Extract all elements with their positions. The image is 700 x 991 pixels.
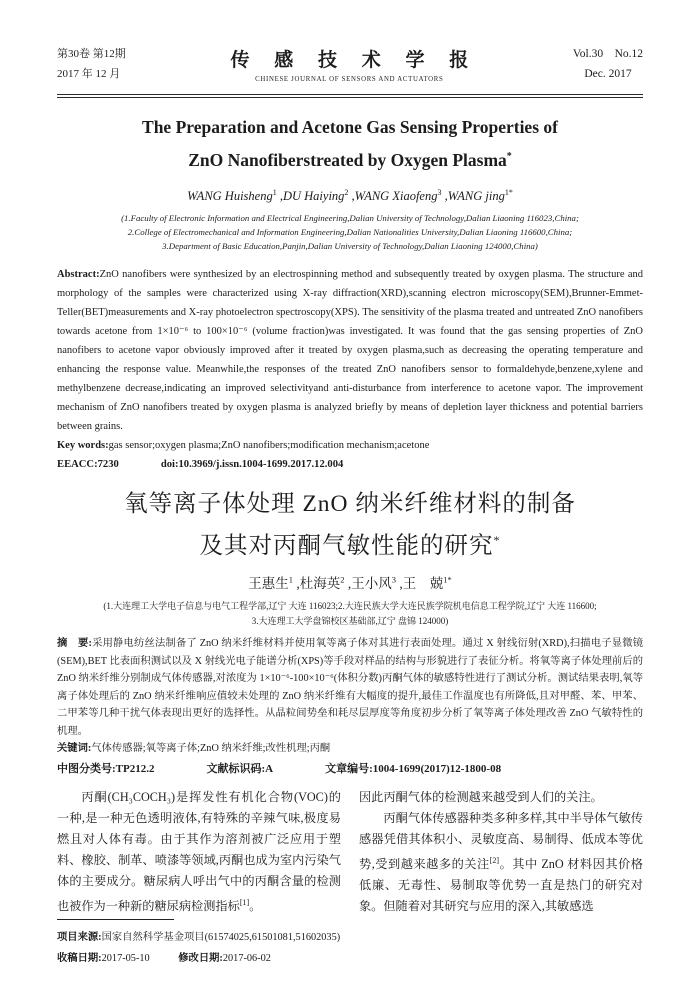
citation-1: [1] bbox=[239, 897, 250, 907]
eeacc-doi-line bbox=[57, 455, 643, 474]
abstract-en-label: Abstract: bbox=[57, 268, 100, 280]
journal-header bbox=[57, 40, 643, 88]
paper-title-en-line2: ZnO Nanofiberstreated by Oxygen Plasma* bbox=[188, 149, 512, 170]
vol-no-block bbox=[573, 44, 643, 84]
article-id: 文章编号:1004-1699(2017)12-1800-08 bbox=[325, 762, 502, 775]
title-footnote-mark: * bbox=[506, 151, 512, 162]
paper-title-cn-line1: 氧等离子体处理 ZnO 纳米纤维材料的制备 bbox=[124, 490, 576, 517]
author-cn: ,杜海英$^2$ bbox=[296, 574, 345, 592]
revised-date: 修改日期:2017-06-02 bbox=[178, 952, 271, 964]
footnote-dates bbox=[57, 948, 643, 969]
vol-no-en: Vol.30 No.12 bbox=[572, 48, 643, 60]
footnote-fund: 项目来源:国家自然科学基金项目(61574025,61501081,51602035) bbox=[57, 931, 341, 943]
journal-title-block bbox=[126, 45, 573, 83]
body-right-column bbox=[359, 787, 643, 915]
affiliation-en-2: 2.College of Electromechanical and Information Engineering,Dalian Nationalities University,Dalian Liaoning 116600,China; bbox=[127, 226, 573, 237]
journal-title-cn: 传 感 技 术 学 报 bbox=[230, 50, 479, 71]
title-footnote-mark-cn: * bbox=[493, 532, 501, 547]
abstract-cn-text: 采用静电纺丝法制备了 ZnO 纳米纤维材料并使用氧等离子体对其进行表面处理。通过 X 射线衍射(XRD),扫描电子显微镜(SEM),BET 比表面积测试以及 X 射线光电子能谱分析(XPS)等手段对样品的结构与形貌进行了表征分析。将氧等离子体处理前后的 ZnO 纳米纤维分别制成气体传感器,对浓度为 1×10⁻⁶-100×10⁻⁶(体积分数)丙酮气体的敏感特性进行了测试分析。测试结果表明,氧等离子体处理后的 ZnO 纳米纤维响应值较未处理的 ZnO 纳米纤维有大幅度的提升,最佳工作温度也有所降低,且对甲醛、苯、甲苯、二甲苯等几种干扰气体表现出更好的选择性。从晶粒间势垒和耗尽层厚度等角度初步分析了氧等离子体处理改善 ZnO 气敏特性的机理。 bbox=[57, 638, 643, 737]
affiliation-cn-1: (1.大连理工大学电子信息与电气工程学部,辽宁 大连 116023;2.大连民族大学大连民族学院机电信息工程学院,辽宁 大连 116600; bbox=[103, 601, 597, 612]
abstract-cn-label: 摘 要: bbox=[57, 638, 92, 650]
document-code: 文献标识码:A bbox=[206, 762, 274, 775]
authors-cn bbox=[57, 570, 643, 595]
affiliations-en bbox=[57, 211, 643, 253]
affiliations-cn bbox=[57, 599, 643, 628]
paper-title-cn bbox=[57, 486, 643, 564]
abstract-cn bbox=[57, 635, 643, 740]
volume-issue-cn: 第30卷 第12期 bbox=[57, 48, 126, 60]
body-paragraph: 丙酮气体传感器种类多种多样,其中半导体气敏传感器凭借其体积小、灵敏度高、易制得、低成本等优势,受到越来越多的关注[2]。其中 ZnO 材料因其价格低廉、无毒性、易制取等优势一直是热门的研究对象。但随着对其研究与应用的深入,其敏感选 bbox=[359, 810, 643, 913]
author-en: ,WANG Xiaofeng$^3$ bbox=[351, 187, 442, 203]
body-left-column bbox=[57, 787, 341, 915]
paper-title-en bbox=[57, 113, 643, 175]
keywords-cn bbox=[57, 740, 643, 758]
affiliation-en-1: (1.Faculty of Electronic Information and Electrical Engineering,Dalian University of Technology,Dalian Liaoning 116023,China; bbox=[121, 212, 579, 223]
citation-2: [2] bbox=[489, 855, 500, 865]
keywords-en bbox=[57, 436, 643, 455]
eeacc-label: EEACC: bbox=[57, 458, 98, 470]
authors-en bbox=[57, 184, 643, 205]
abstract-en bbox=[57, 265, 643, 436]
keywords-cn-label: 关键词: bbox=[57, 743, 92, 755]
footnote-divider bbox=[57, 919, 174, 920]
footnote bbox=[57, 919, 643, 969]
affiliation-cn-2: 3.大连理工大学盘锦校区基础部,辽宁 盘锦 124000) bbox=[251, 615, 449, 626]
paper-title-en-line1: The Preparation and Acetone Gas Sensing Properties of bbox=[142, 117, 558, 137]
date-en: Dec. 2017 bbox=[584, 68, 632, 80]
body-paragraph: 丙酮(CH₃COCH₃)是挥发性有机化合物(VOC)的一种,是一种无色透明液体,有特殊的辛辣气味,极度易燃且对人体有毒。由于其作为溶剂被广泛应用于塑料、橡胶、制革、喷漆等领域,丙酮也成为室内污染气体的主要成分。糖尿病人呼出气中的丙酮含量的检测也被作为一种新的糖尿病检测指标[1]。 bbox=[57, 789, 341, 913]
author-cn: ,王 兢$^{1*}$ bbox=[399, 574, 452, 592]
received-date: 收稿日期:2017-05-10 bbox=[57, 952, 150, 964]
body-columns bbox=[57, 787, 643, 915]
doi: doi:10.3969/j.issn.1004-1699.2017.12.004 bbox=[160, 458, 344, 470]
keywords-cn-text: 气体传感器;氧等离子体;ZnO 纳米纤维;改性机理;丙酮 bbox=[91, 743, 331, 755]
affiliation-en-3: 3.Department of Basic Education,Panjin,Dalian University of Technology,Dalian Liaoning 124000,China) bbox=[162, 240, 538, 251]
volume-issue-block bbox=[57, 44, 126, 84]
classification-line bbox=[57, 761, 643, 778]
author-en: ,DU Haiying$^2$ bbox=[279, 187, 349, 203]
clc-number: 中图分类号:TP212.2 bbox=[57, 762, 155, 775]
author-cn: ,王小风$^3$ bbox=[347, 574, 396, 592]
keywords-en-text: gas sensor;oxygen plasma;ZnO nanofibers;modification mechanism;acetone bbox=[108, 439, 430, 451]
author-en: ,WANG jing$^{1*}$ bbox=[444, 187, 513, 203]
eeacc-value: 7230 bbox=[97, 458, 119, 470]
author-cn: 王惠生$^1$ bbox=[248, 574, 293, 592]
keywords-en-label: Key words: bbox=[57, 439, 109, 451]
journal-title-en: CHINESE JOURNAL OF SENSORS AND ACTUATORS bbox=[255, 76, 444, 83]
abstract-en-text: ZnO nanofibers were synthesized by an electrospinning method and subsequently treated by oxygen plasma. The structure and morphology of the samples were characterized using X-ray diffraction(XRD),scanning electron microscopy(SEM),Brunner-Emmet-Teller(BET)measurements and X-ray photoelectron spectroscopy(XPS). The sensitivity of the plasma treated and untreated ZnO nanofibers towards acetone from 1×10⁻⁶ to 100×10⁻⁶ (volume fraction)was investigated. It was found that the gas sensing properties of ZnO nanofibers to acetone vapor obviously improved after it treated by oxygen plasma,such as decreasing the operating temperature and enhancing the response value. Meanwhile,the responses of the treated ZnO nanofibers sensor to formaldehyde,benzene,xylene and methylbenzene decrease,indicating an improved selectivityand anti-disturbance from interference to acetone vapor. The improvement mechanism of ZnO nanofibers treated by oxygen plasma is analyzed briefly by means of depletion layer thickness and potential barriers between grains. bbox=[57, 268, 644, 432]
date-cn: 2017 年 12 月 bbox=[57, 68, 121, 80]
body-paragraph: 因此丙酮气体的检测越来越受到人们的关注。 bbox=[359, 789, 603, 804]
header-divider bbox=[57, 94, 643, 98]
author-en: WANG Huisheng$^1$ bbox=[187, 187, 277, 203]
paper-title-cn-line2: 及其对丙酮气敏性能的研究* bbox=[199, 532, 501, 559]
